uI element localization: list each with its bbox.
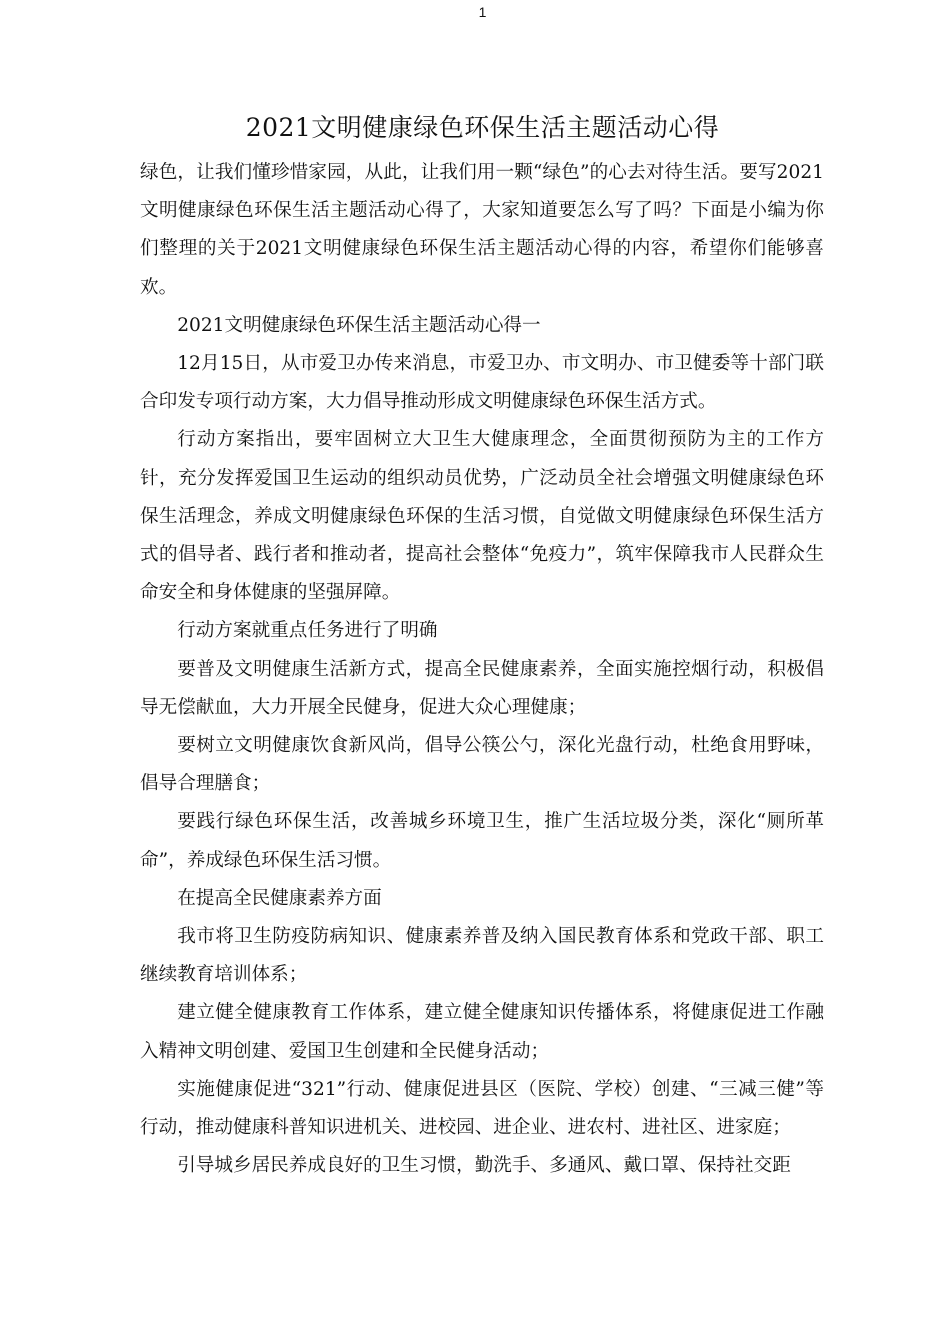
intro-paragraph: 绿色，让我们懂珍惜家园，从此，让我们用一颗“绿色”的心去对待生活。要写2021文明健康绿色环保生活主题活动心得了，大家知道要怎么写了吗？下面是小编为你们整理的关于2021文明健康绿色环保生活主题活动心得的内容，希望你们能够喜欢。	[140, 162, 824, 298]
body-paragraph: 实施健康促进“321”行动、健康促进县区（医院、学校）创建、“三减三健”等行动，推动健康科普知识进机关、进校园、进企业、进农村、进社区、进家庭；	[140, 1078, 824, 1139]
body-paragraph: 建立健全健康教育工作体系，建立健全健康知识传播体系，将健康促进工作融入精神文明创建、爱国卫生创建和全民健身活动；	[140, 1002, 824, 1062]
body-paragraph: 要践行绿色环保生活，改善城乡环境卫生，推广生活垃圾分类，深化“厕所革命”，养成绿色环保生活习惯。	[140, 811, 824, 871]
body-paragraph: 12月15日，从市爱卫办传来消息，市爱卫办、市文明办、市卫健委等十部门联合印发专项行动方案，大力倡导推动形成文明健康绿色环保生活方式。	[140, 353, 824, 413]
body-paragraph: 引导城乡居民养成良好的卫生习惯，勤洗手、多通风、戴口罩、保持社交距	[177, 1155, 791, 1177]
document-title: 2021文明健康绿色环保生活主题活动心得	[245, 113, 720, 142]
subsection-heading: 行动方案就重点任务进行了明确	[177, 620, 438, 642]
document-body	[140, 154, 824, 1185]
page-number: 1	[478, 4, 487, 20]
subsection-heading: 在提高全民健康素养方面	[177, 887, 382, 909]
body-paragraph: 要树立文明健康饮食新风尚，倡导公筷公勺，深化光盘行动，杜绝食用野味，倡导合理膳食；	[140, 735, 824, 795]
section-heading: 2021文明健康绿色环保生活主题活动心得一	[177, 314, 541, 336]
body-paragraph: 行动方案指出，要牢固树立大卫生大健康理念，全面贯彻预防为主的工作方针，充分发挥爱国卫生运动的组织动员优势，广泛动员全社会增强文明健康绿色环保生活理念，养成文明健康绿色环保的生活习惯，自觉做文明健康绿色环保生活方式的倡导者、践行者和推动者，提高社会整体“免疫力”，筑牢保障我市人民群众生命安全和身体健康的坚强屏障。	[140, 429, 824, 604]
body-paragraph: 要普及文明健康生活新方式，提高全民健康素养，全面实施控烟行动，积极倡导无偿献血，大力开展全民健身，促进大众心理健康；	[140, 658, 824, 718]
body-paragraph: 我市将卫生防疫防病知识、健康素养普及纳入国民教育体系和党政干部、职工继续教育培训体系；	[140, 926, 824, 986]
